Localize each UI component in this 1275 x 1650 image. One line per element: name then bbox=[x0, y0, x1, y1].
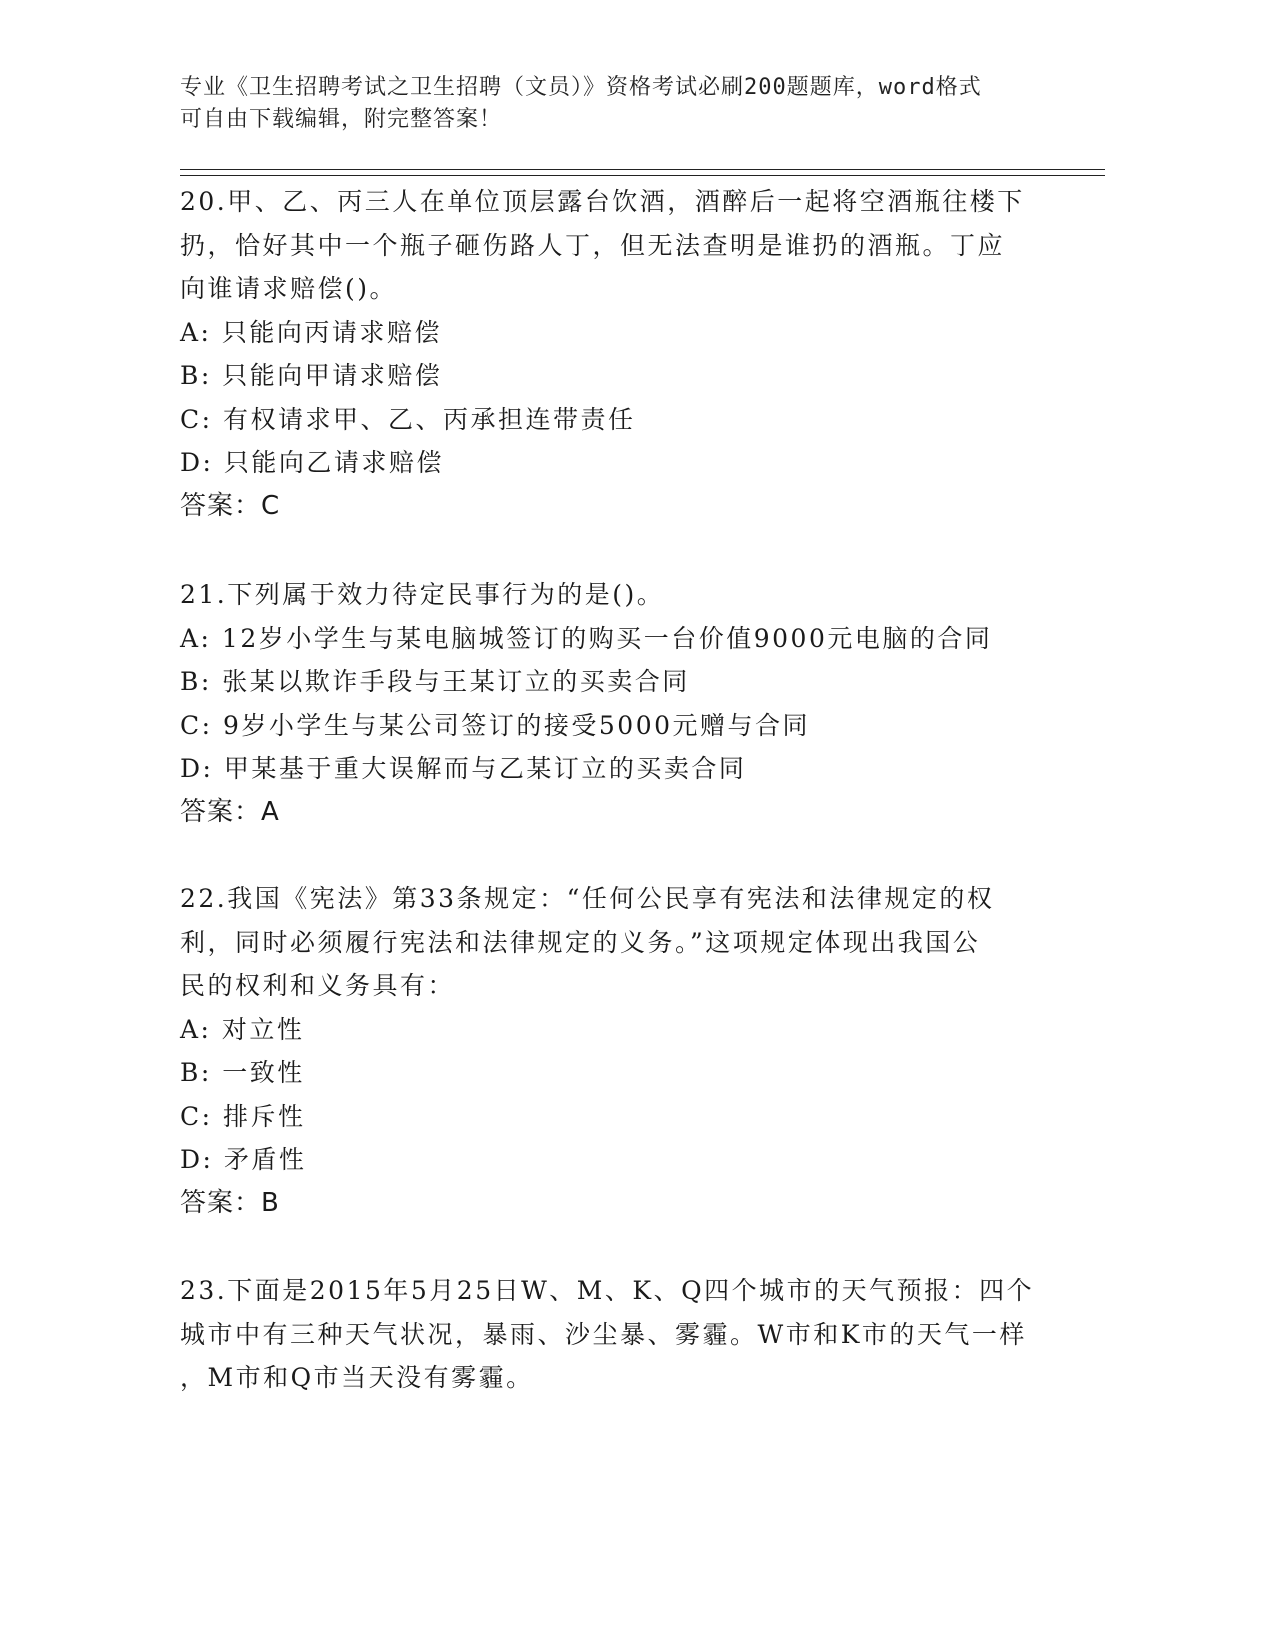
question-stem-line: 向谁请求赔偿()。 bbox=[180, 274, 398, 303]
header-divider-bottom bbox=[180, 175, 1105, 176]
document-header bbox=[180, 72, 1080, 136]
option-b: B: 只能向甲请求赔偿 bbox=[180, 361, 443, 390]
question-stem-line: ，M市和Q市当天没有雾霾。 bbox=[180, 1363, 534, 1392]
option-d: D: 甲某基于重大误解而与乙某订立的买卖合同 bbox=[180, 754, 747, 783]
question-stem-line: 利，同时必须履行宪法和法律规定的义务。”这项规定体现出我国公 bbox=[180, 927, 981, 957]
question-20 bbox=[180, 180, 1080, 528]
option-d: D: 矛盾性 bbox=[180, 1145, 307, 1174]
option-c: C: 9岁小学生与某公司签订的接受5000元赠与合同 bbox=[180, 710, 811, 740]
question-stem-line: 23.下面是2015年5月25日W、M、K、Q四个城市的天气预报：四个 bbox=[180, 1276, 1035, 1305]
header-line-1: 专业《卫生招聘考试之卫生招聘（文员）》资格考试必刷200题题库，word格式 bbox=[180, 75, 982, 100]
option-b: B: 一致性 bbox=[180, 1058, 305, 1087]
question-stem-line: 22.我国《宪法》第33条规定：“任何公民享有宪法和法律规定的权 bbox=[180, 884, 995, 913]
answer-label: 答案：A bbox=[180, 796, 280, 827]
question-stem-line: 21.下列属于效力待定民事行为的是()。 bbox=[180, 580, 665, 609]
option-a: A: 12岁小学生与某电脑城签订的购买一台价值9000元电脑的合同 bbox=[180, 623, 993, 653]
question-stem-line: 扔，恰好其中一个瓶子砸伤路人丁，但无法查明是谁扔的酒瓶。丁应 bbox=[180, 230, 1006, 260]
option-a: A: 对立性 bbox=[180, 1014, 305, 1044]
question-23 bbox=[180, 1269, 1080, 1400]
question-stem-line: 20.甲、乙、丙三人在单位顶层露台饮酒，酒醉后一起将空酒瓶往楼下 bbox=[180, 187, 1025, 216]
option-a: A: 只能向丙请求赔偿 bbox=[180, 317, 442, 347]
header-line-2: 可自由下载编辑，附完整答案！ bbox=[180, 107, 503, 132]
question-stem-line: 城市中有三种天气状况，暴雨、沙尘暴、雾霾。W市和K市的天气一样 bbox=[180, 1319, 1027, 1349]
option-c: C: 排斥性 bbox=[180, 1101, 306, 1131]
answer-label: 答案：B bbox=[180, 1187, 280, 1218]
option-c: C: 有权请求甲、乙、丙承担连带责任 bbox=[180, 404, 636, 434]
question-22 bbox=[180, 877, 1080, 1225]
header-divider-top bbox=[180, 169, 1105, 170]
option-d: D: 只能向乙请求赔偿 bbox=[180, 448, 444, 477]
answer-label: 答案：C bbox=[180, 490, 281, 521]
question-21 bbox=[180, 573, 1080, 834]
question-stem-line: 民的权利和义务具有： bbox=[180, 971, 456, 1000]
option-b: B: 张某以欺诈手段与王某订立的买卖合同 bbox=[180, 667, 690, 696]
